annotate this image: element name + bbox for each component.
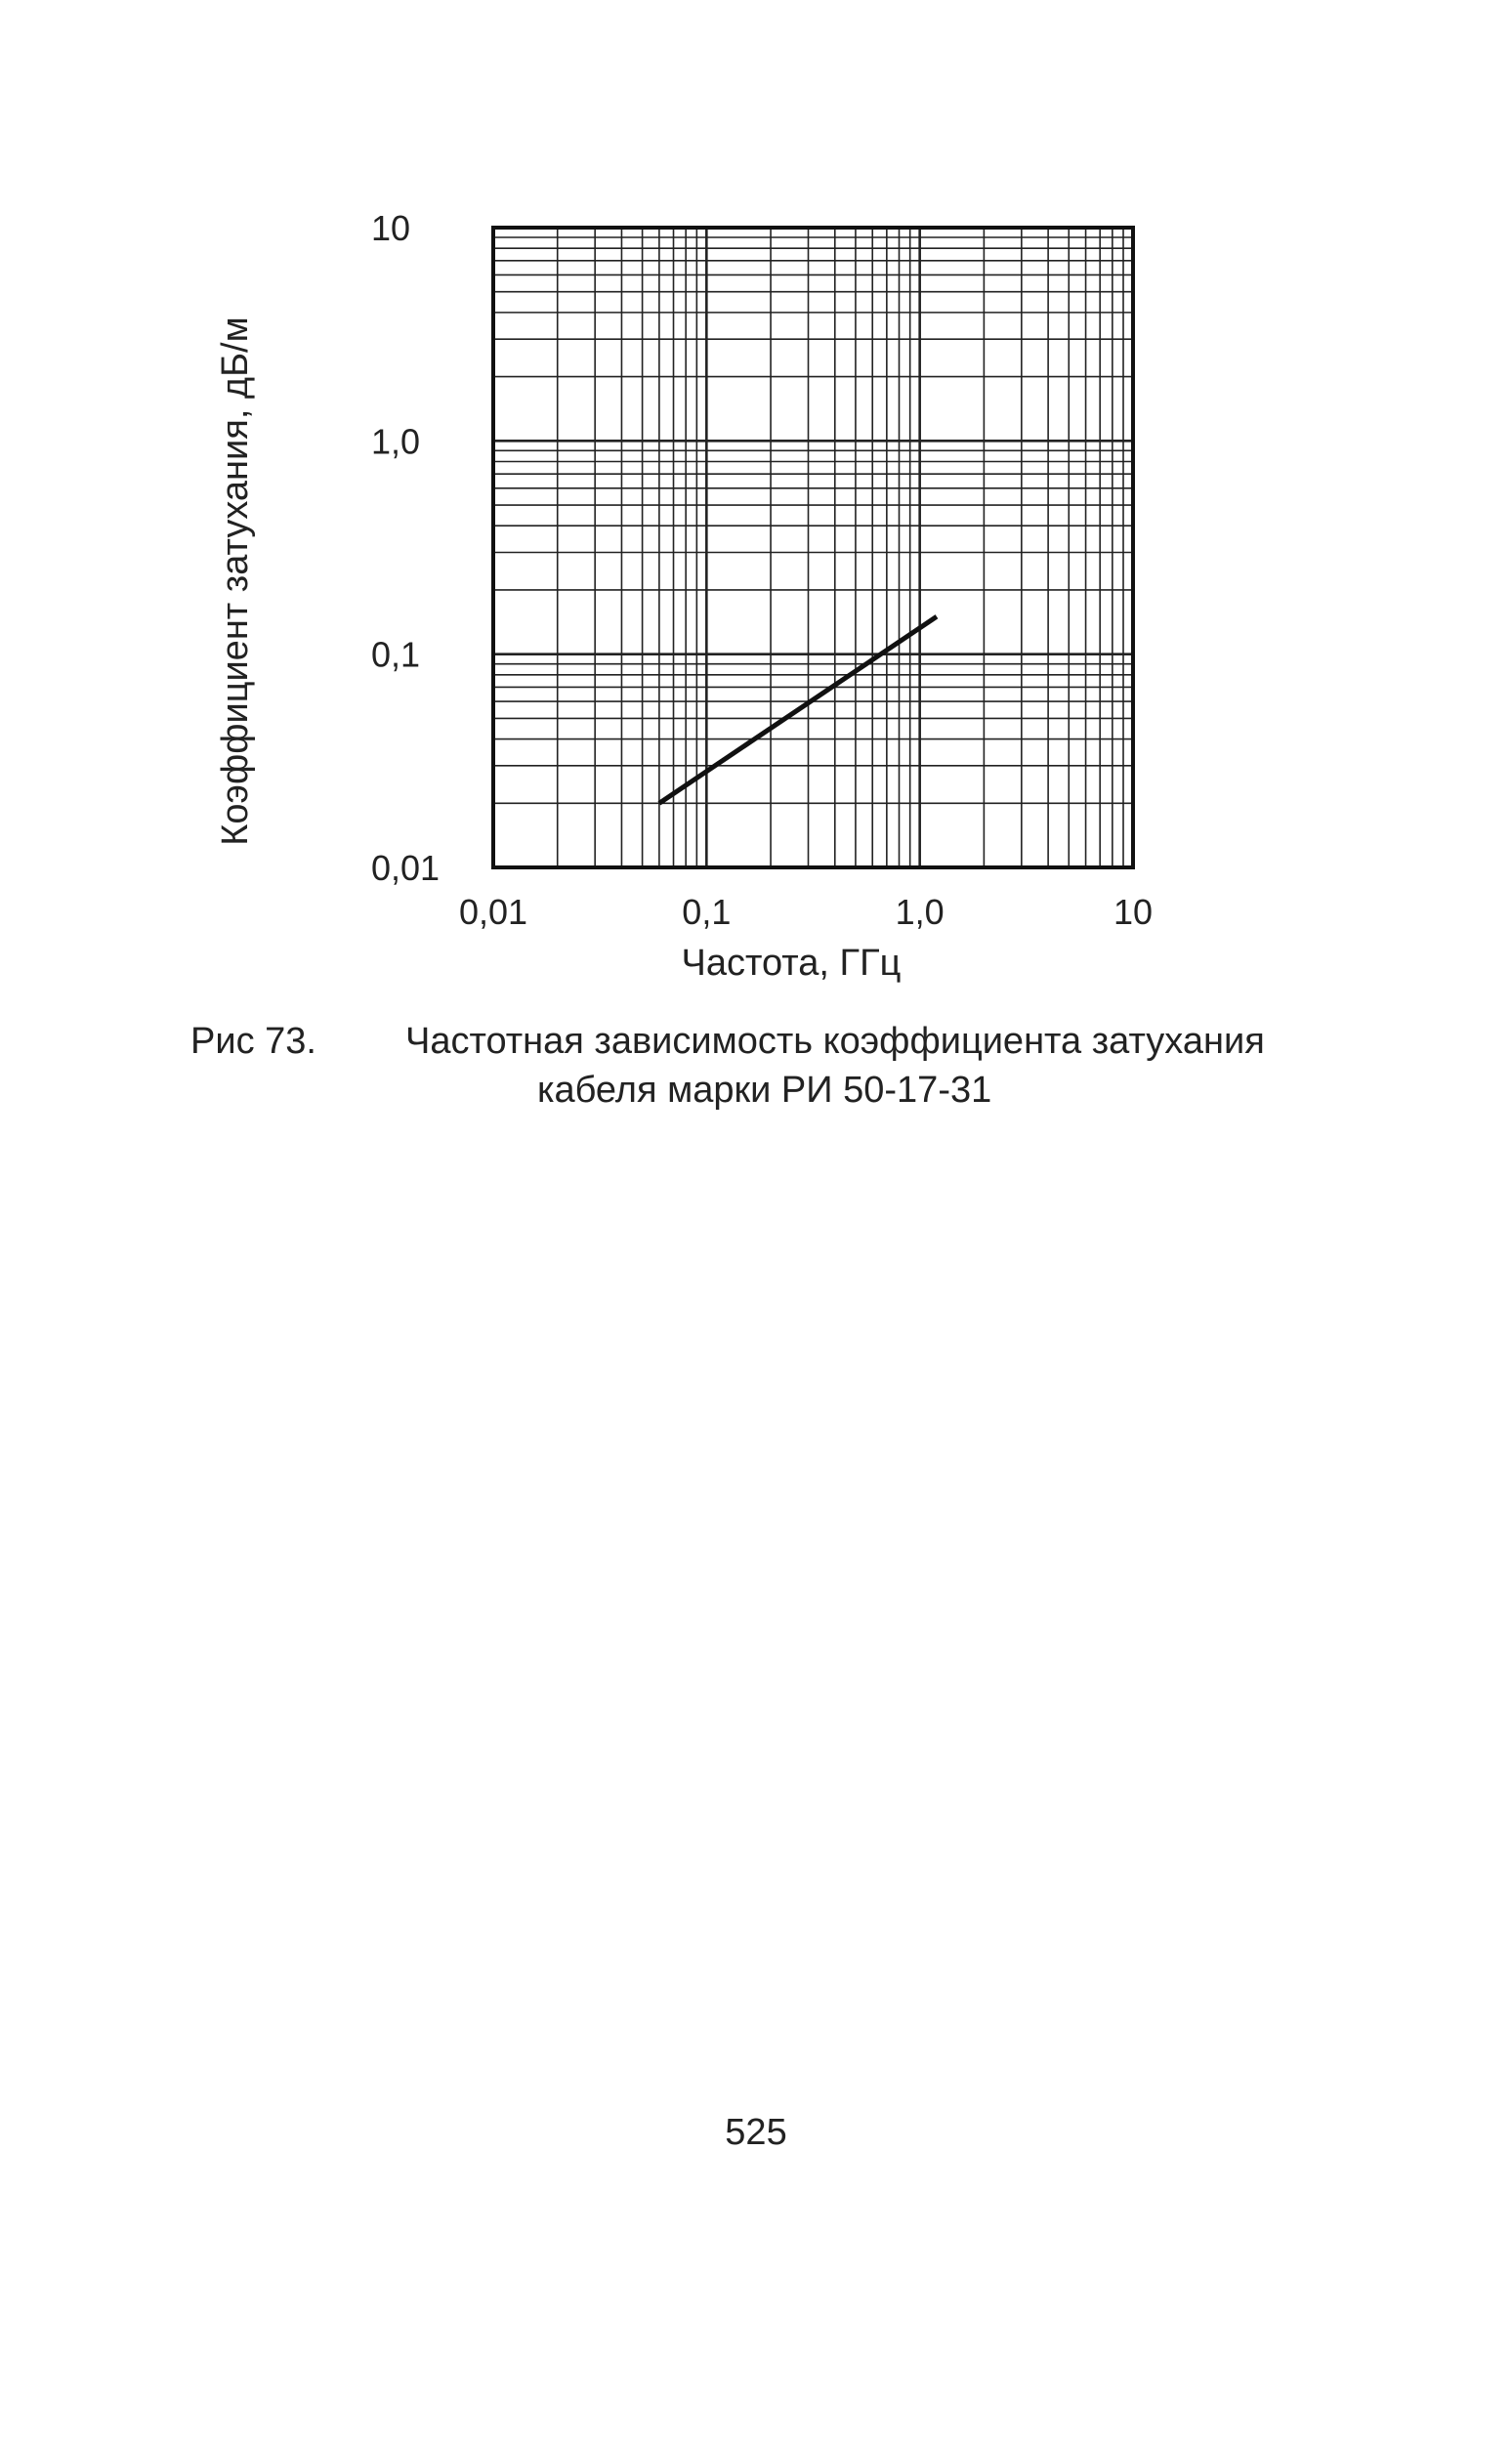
attenuation-chart [0, 0, 1512, 996]
y-tick-label: 1,0 [371, 421, 421, 462]
y-tick-labels [371, 208, 440, 888]
y-tick-label: 0,01 [371, 848, 441, 888]
x-tick-label: 10 [1113, 892, 1154, 932]
attenuation-line [659, 616, 937, 803]
x-tick-labels [459, 892, 1153, 932]
page-number: 525 [725, 2112, 787, 2153]
chart-grid [493, 228, 1133, 867]
x-tick-label: 0,1 [682, 892, 732, 932]
chart-series [659, 616, 937, 803]
plot-frame [493, 228, 1133, 867]
x-tick-label: 1,0 [895, 892, 945, 932]
y-tick-label: 0,1 [371, 634, 421, 675]
figure-caption-line-1: Частотная зависимость коэффициента затухания [405, 1021, 1265, 1062]
figure-caption-line-2: кабеля марки РИ 50-17-31 [537, 1070, 992, 1111]
x-tick-label: 0,01 [458, 892, 528, 932]
figure-number: Рис 73. [190, 1021, 316, 1062]
x-axis-label: Частота, ГГц [681, 943, 902, 984]
y-tick-label: 10 [371, 208, 411, 248]
y-axis-label: Коэффициент затухания, дБ/м [215, 316, 256, 846]
